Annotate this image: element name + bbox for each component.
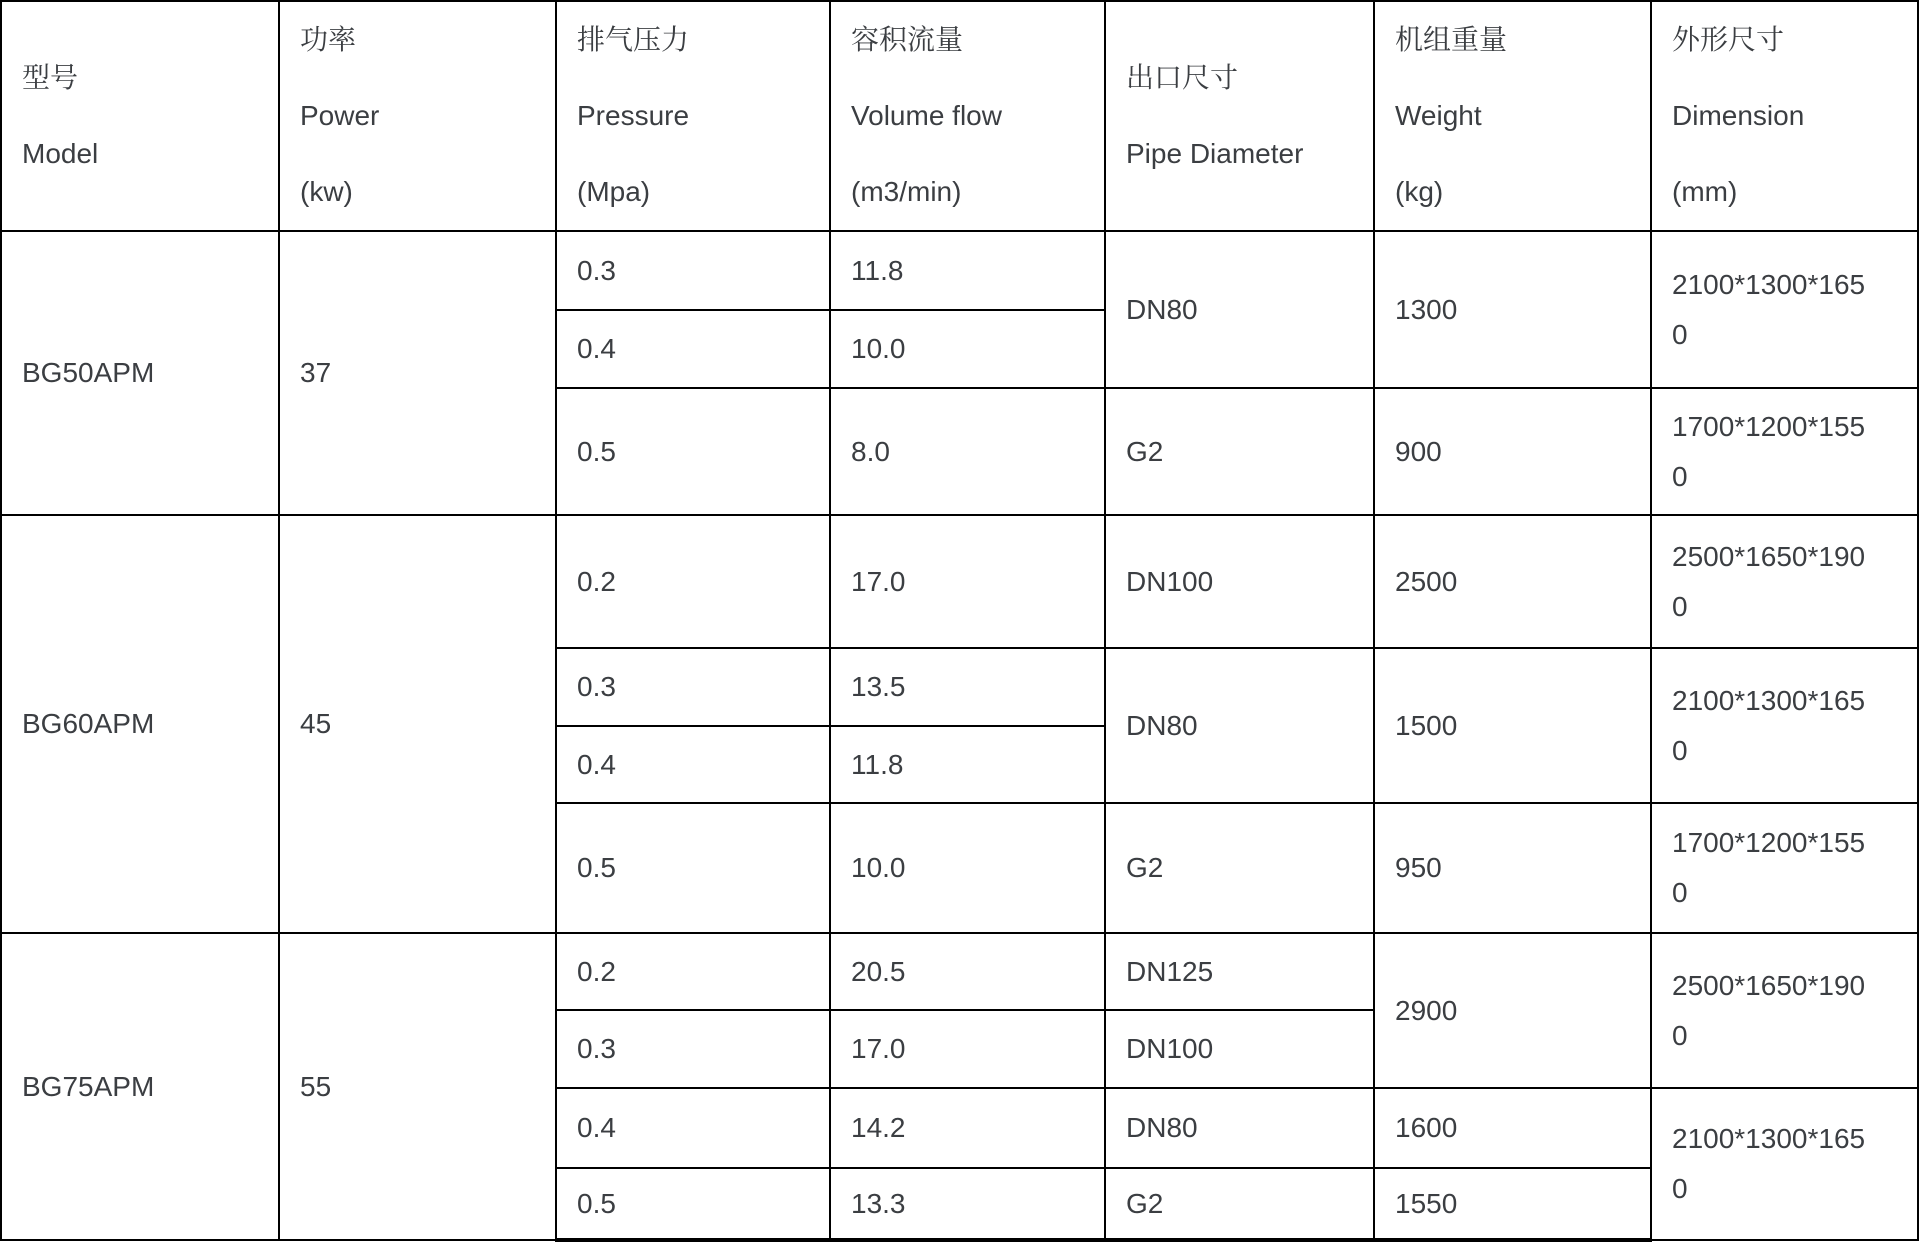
pressure-cell: 0.2 (556, 933, 830, 1010)
table-row (1, 933, 1918, 1010)
dimension-value: 2100*1300*1650 (1672, 1123, 1866, 1204)
flow-cell: 13.3 (830, 1168, 1105, 1240)
header-weight-unit: (kg) (1395, 176, 1444, 207)
flow-cell: 17.0 (830, 1010, 1105, 1088)
flow-cell: 10.0 (830, 310, 1105, 388)
power-cell: 37 (279, 231, 556, 515)
header-power-en: Power (300, 100, 380, 131)
header-flow-unit: (m3/min) (851, 176, 962, 207)
pressure-cell: 0.3 (556, 231, 830, 310)
header-power-unit: (kw) (300, 176, 353, 207)
model-cell: BG75APM (1, 933, 279, 1240)
header-cell-model (1, 1, 279, 231)
header-cell-weight (1374, 1, 1651, 231)
dimension-cell (1651, 515, 1918, 648)
pipe-cell: DN80 (1105, 1088, 1374, 1168)
weight-cell: 1500 (1374, 648, 1651, 803)
header-weight-zh: 机组重量 (1395, 24, 1508, 55)
weight-cell: 2900 (1374, 933, 1651, 1088)
pressure-cell: 0.4 (556, 726, 830, 803)
dimension-cell (1651, 388, 1918, 515)
header-pipe-zh: 出口尺寸 (1126, 62, 1239, 93)
model-cell: BG60APM (1, 515, 279, 933)
header-row (1, 1, 1918, 231)
flow-cell: 17.0 (830, 515, 1105, 648)
header-cell-pressure (556, 1, 830, 231)
flow-cell: 8.0 (830, 388, 1105, 515)
dimension-cell (1651, 231, 1918, 388)
header-cell-volume-flow (830, 1, 1105, 231)
flow-cell: 10.0 (830, 803, 1105, 933)
weight-cell: 950 (1374, 803, 1651, 933)
header-dimension-en: Dimension (1672, 100, 1805, 131)
header-pipe-en: Pipe Diameter (1126, 138, 1304, 169)
header-pressure-zh: 排气压力 (577, 24, 690, 55)
header-model-zh: 型号 (22, 62, 79, 93)
pressure-cell: 0.5 (556, 803, 830, 933)
model-cell: BG50APM (1, 231, 279, 515)
header-power-zh: 功率 (300, 24, 357, 55)
header-dimension-unit: (mm) (1672, 176, 1738, 207)
dimension-value: 2100*1300*1650 (1672, 268, 1866, 350)
pipe-cell: G2 (1105, 1168, 1374, 1240)
dimension-value: 2100*1300*1650 (1672, 684, 1866, 766)
flow-cell: 11.8 (830, 726, 1105, 803)
pipe-cell: DN100 (1105, 515, 1374, 648)
pressure-cell: 0.3 (556, 648, 830, 726)
pipe-cell: DN125 (1105, 933, 1374, 1010)
power-cell: 55 (279, 933, 556, 1240)
table-row (1, 231, 1918, 310)
header-cell-pipe-diameter (1105, 1, 1374, 231)
header-cell-dimension (1651, 1, 1918, 231)
header-weight-en: Weight (1395, 100, 1482, 131)
dimension-value: 1700*1200*1550 (1672, 410, 1866, 492)
pipe-cell: G2 (1105, 388, 1374, 515)
pipe-cell: DN80 (1105, 231, 1374, 388)
header-flow-en: Volume flow (851, 100, 1002, 131)
header-pressure-unit: (Mpa) (577, 176, 651, 207)
weight-cell: 2500 (1374, 515, 1651, 648)
pressure-cell: 0.2 (556, 515, 830, 648)
dimension-cell (1651, 803, 1918, 933)
weight-cell: 1300 (1374, 231, 1651, 388)
flow-cell: 13.5 (830, 648, 1105, 726)
header-model-en: Model (22, 138, 99, 169)
weight-cell: 1600 (1374, 1088, 1651, 1168)
weight-cell: 1550 (1374, 1168, 1651, 1240)
pressure-cell: 0.5 (556, 1168, 830, 1240)
power-cell: 45 (279, 515, 556, 933)
pipe-cell: DN80 (1105, 648, 1374, 803)
dimension-value: 2500*1650*1900 (1672, 540, 1866, 622)
dimension-value: 2500*1650*1900 (1672, 969, 1866, 1051)
table-row (1, 515, 1918, 648)
dimension-cell (1651, 1088, 1918, 1240)
pipe-cell: DN100 (1105, 1010, 1374, 1088)
header-cell-power (279, 1, 556, 231)
header-flow-zh: 容积流量 (851, 24, 964, 55)
dimension-cell (1651, 648, 1918, 803)
weight-cell: 900 (1374, 388, 1651, 515)
flow-cell: 14.2 (830, 1088, 1105, 1168)
pressure-cell: 0.4 (556, 1088, 830, 1168)
pressure-cell: 0.5 (556, 388, 830, 515)
pressure-cell: 0.3 (556, 1010, 830, 1088)
dimension-cell (1651, 933, 1918, 1088)
dimension-value: 1700*1200*1550 (1672, 827, 1866, 908)
flow-cell: 11.8 (830, 231, 1105, 310)
header-dimension-zh: 外形尺寸 (1672, 24, 1785, 55)
pressure-cell: 0.4 (556, 310, 830, 388)
flow-cell: 20.5 (830, 933, 1105, 1010)
pipe-cell: G2 (1105, 803, 1374, 933)
header-pressure-en: Pressure (577, 100, 690, 131)
